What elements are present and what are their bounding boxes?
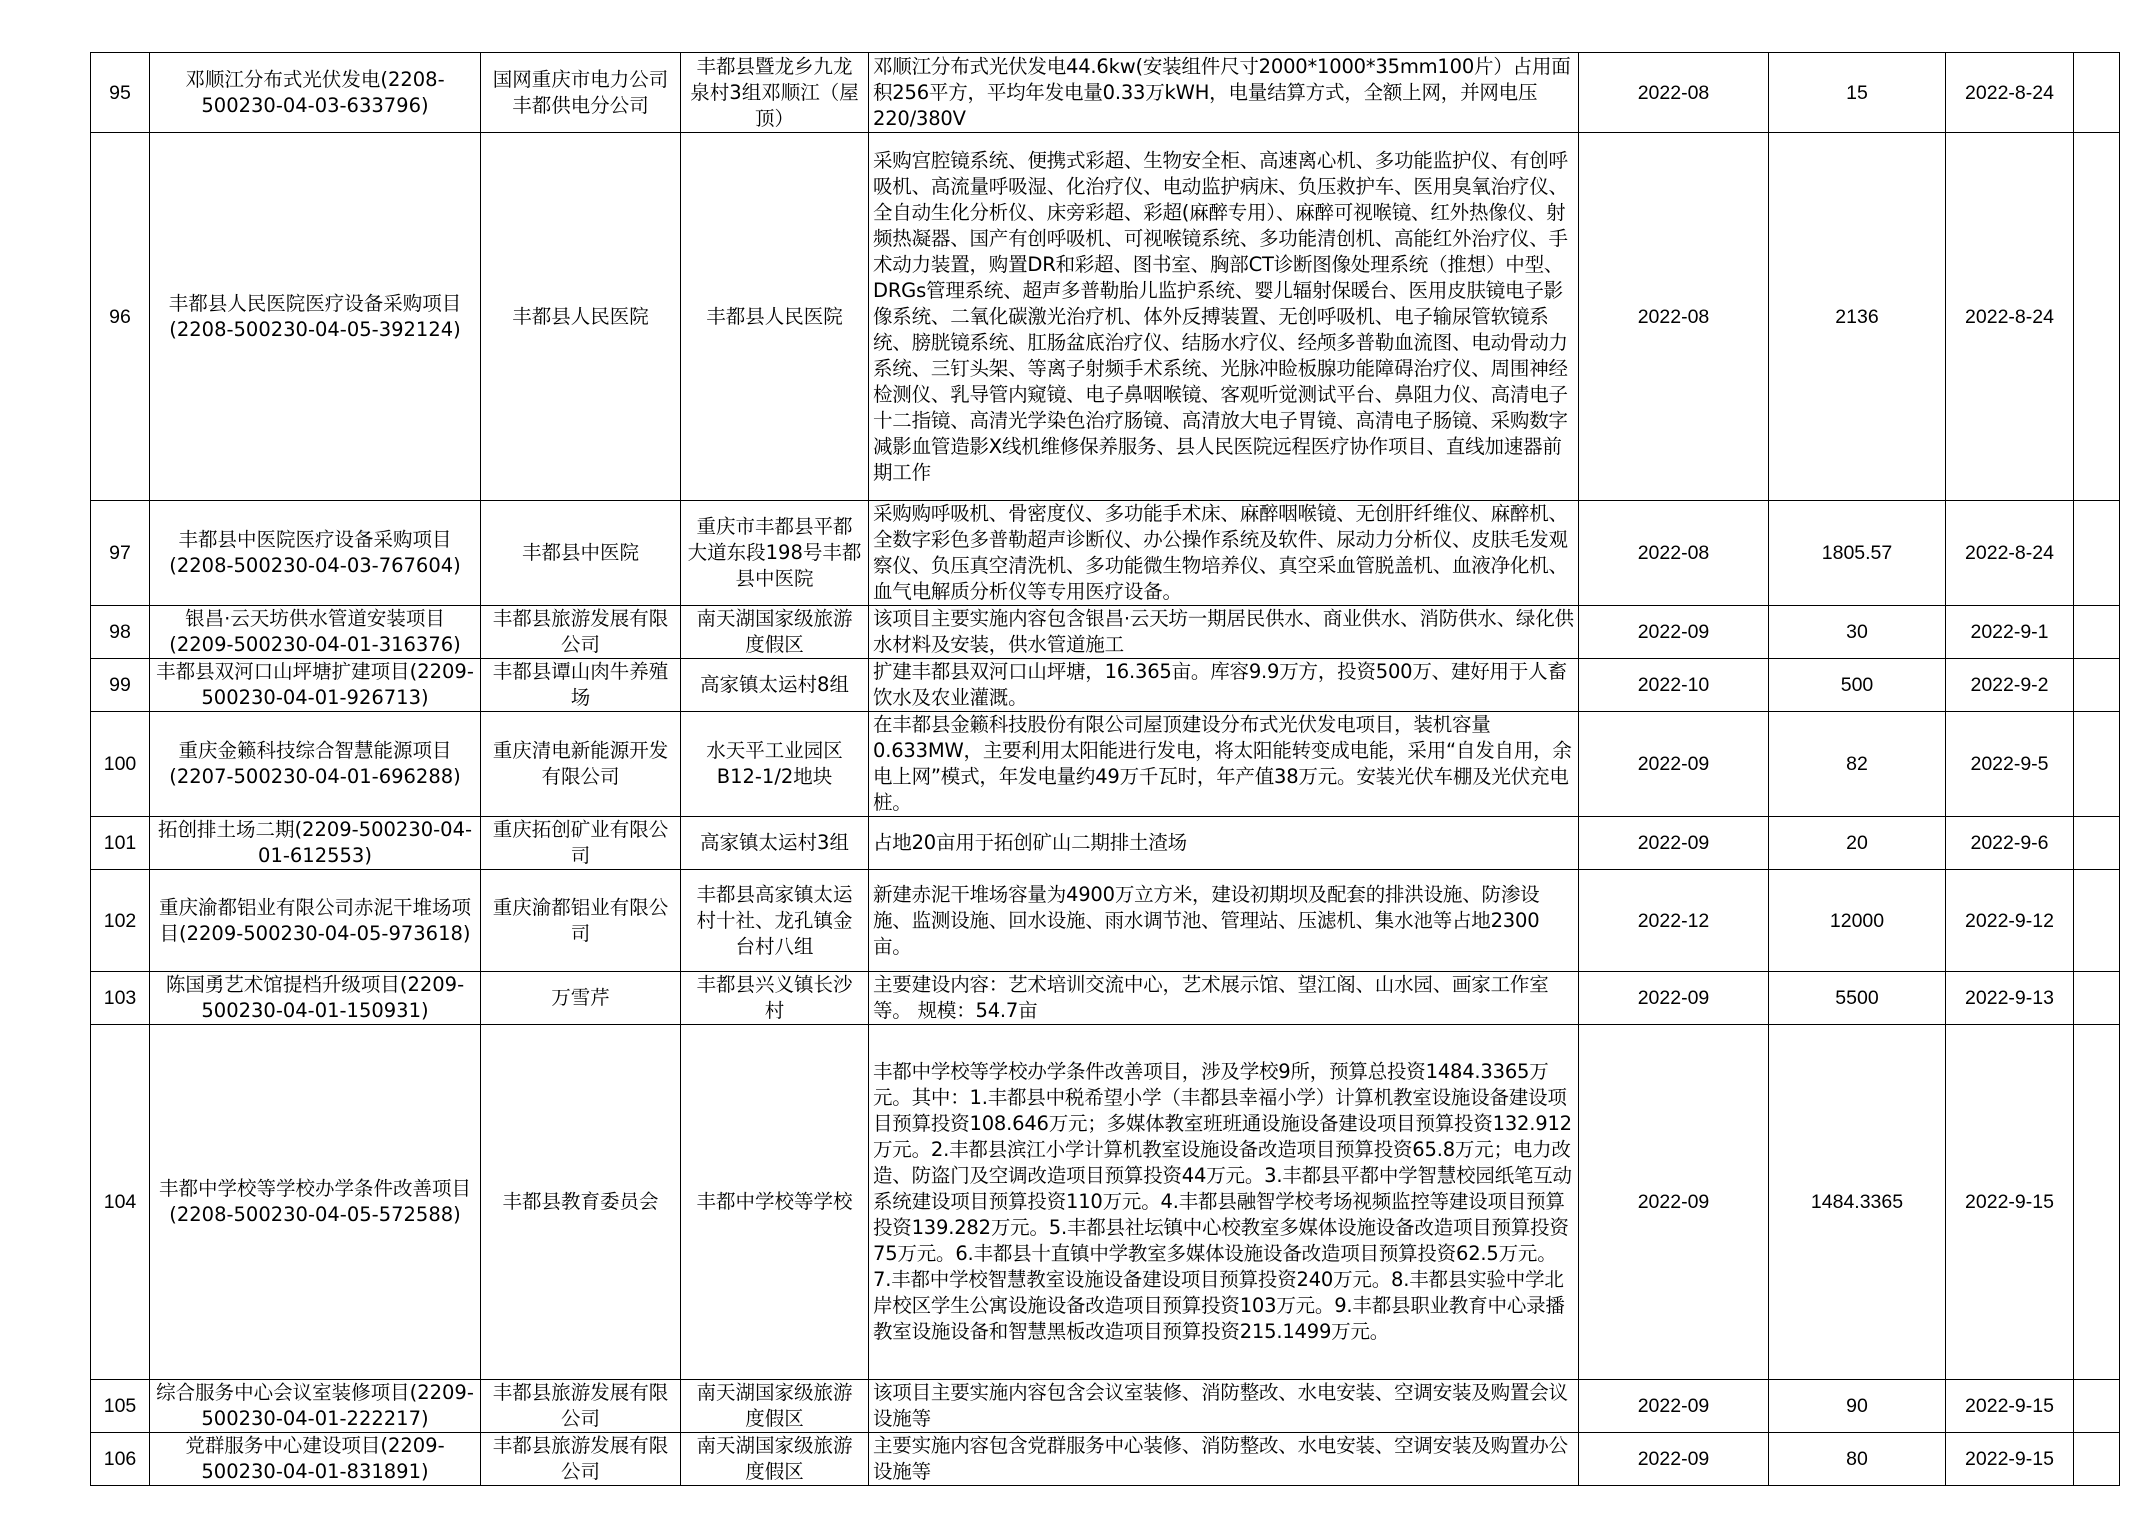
project-name: 银昌·云天坊供水管道安装项目(2209-500230-04-01-316376) [150,606,481,659]
project-name: 丰都中学校等学校办学条件改善项目(2208-500230-04-05-572588) [150,1025,481,1380]
start-month: 2022-10 [1579,659,1769,712]
investment-amount: 15 [1769,53,1946,133]
start-month: 2022-09 [1579,1433,1769,1486]
project-name: 党群服务中心建设项目(2209-500230-04-01-831891) [150,1433,481,1486]
table-row [91,53,2120,133]
filing-date: 2022-9-15 [1946,1380,2074,1433]
project-location: 高家镇太运村3组 [681,817,869,870]
filing-date: 2022-9-1 [1946,606,2074,659]
project-content: 占地20亩用于拓创矿山二期排土渣场 [869,817,1579,870]
table-row [91,1380,2120,1433]
remark [2074,712,2120,817]
project-location: 丰都县暨龙乡九龙泉村3组邓顺江（屋顶） [681,53,869,133]
table-row [91,870,2120,972]
row-number: 100 [91,712,150,817]
remark [2074,501,2120,606]
project-name: 丰都县人民医院医疗设备采购项目(2208-500230-04-05-392124) [150,133,481,501]
project-location: 丰都县兴义镇长沙村 [681,972,869,1025]
project-content: 新建赤泥干堆场容量为4900万立方米，建设初期坝及配套的排洪设施、防渗设施、监测设施、回水设施、雨水调节池、管理站、压滤机、集水池等占地2300亩。 [869,870,1579,972]
start-month: 2022-09 [1579,1025,1769,1380]
filing-date: 2022-9-6 [1946,817,2074,870]
filing-date: 2022-9-12 [1946,870,2074,972]
project-content: 主要实施内容包含党群服务中心装修、消防整改、水电安装、空调安装及购置办公设施等 [869,1433,1579,1486]
project-name: 重庆渝都铝业有限公司赤泥干堆场项目(2209-500230-04-05-973618) [150,870,481,972]
project-name: 邓顺江分布式光伏发电(2208-500230-04-03-633796) [150,53,481,133]
project-content: 丰都中学校等学校办学条件改善项目，涉及学校9所，预算总投资1484.3365万元。其中：1.丰都县中税希望小学（丰都县幸福小学）计算机教室设施设备建设项目预算投资108.646万元；多媒体教室班班通设施设备建设项目预算投资132.912万元。2.丰都县滨江小学计算机教室设施设备改造项目预算投资65.8万元；电力改造、防盗门及空调改造项目预算投资44万元。3.丰都县平都中学智慧校园纸笔互动系统建设项目预算投资110万元。4.丰都县融智学校考场视频监控等建设项目预算投资139.282万元。5.丰都县社坛镇中心校教室多媒体设施设备改造项目预算投资75万元。6.丰都县十直镇中学教室多媒体设施设备改造项目预算投资62.5万元。7.丰都中学校智慧教室设施设备建设项目预算投资240万元。8.丰都县实验中学北岸校区学生公寓设施设备改造项目预算投资103万元。9.丰都县职业教育中心录播教室设施设备和智慧黑板改造项目预算投资215.1499万元。 [869,1025,1579,1380]
start-month: 2022-08 [1579,501,1769,606]
filing-date: 2022-8-24 [1946,53,2074,133]
investment-amount: 2136 [1769,133,1946,501]
project-content: 该项目主要实施内容包含银昌·云天坊一期居民供水、商业供水、消防供水、绿化供水材料及安装，供水管道施工 [869,606,1579,659]
project-location: 丰都县高家镇太运村十社、龙孔镇金台村八组 [681,870,869,972]
remark [2074,133,2120,501]
project-content: 采购宫腔镜系统、便携式彩超、生物安全柜、高速离心机、多功能监护仪、有创呼吸机、高流量呼吸湿、化治疗仪、电动监护病床、负压救护车、医用臭氧治疗仪、全自动生化分析仪、床旁彩超、彩超(麻醉专用）、麻醉可视喉镜、红外热像仪、射频热凝器、国产有创呼吸机、可视喉镜系统、多功能清创机、高能红外治疗仪、手术动力装置，购置DR和彩超、图书室、胸部CT诊断图像处理系统（推想）中型、DRGs管理系统、超声多普勒胎儿监护系统、婴儿辐射保暖台、医用皮肤镜电子影像系统、二氧化碳激光治疗机、体外反搏装置、无创呼吸机、电子输尿管软镜系统、膀胱镜系统、肛肠盆底治疗仪、结肠水疗仪、经颅多普勒血流图、电动骨动力系统、三钉头架、等离子射频手术系统、光脉冲睑板腺功能障碍治疗仪、周围神经检测仪、乳导管内窥镜、电子鼻咽喉镜、客观听觉测试平台、鼻阻力仪、高清电子十二指镜、高清光学染色治疗肠镜、高清放大电子胃镜、高清电子肠镜、采购数字减影血管造影X线机维修保养服务、县人民医院远程医疗协作项目、直线加速器前期工作 [869,133,1579,501]
start-month: 2022-08 [1579,53,1769,133]
project-name: 丰都县双河口山坪塘扩建项目(2209-500230-04-01-926713) [150,659,481,712]
table-row [91,133,2120,501]
row-number: 97 [91,501,150,606]
remark [2074,817,2120,870]
start-month: 2022-09 [1579,712,1769,817]
filing-date: 2022-9-13 [1946,972,2074,1025]
row-number: 104 [91,1025,150,1380]
table-row [91,1433,2120,1486]
remark [2074,659,2120,712]
remark [2074,1380,2120,1433]
project-content: 主要建设内容：艺术培训交流中心，艺术展示馆、望江阁、山水园、画家工作室等。 规模：54.7亩 [869,972,1579,1025]
project-location: 高家镇太运村8组 [681,659,869,712]
row-number: 95 [91,53,150,133]
project-location: 丰都县人民医院 [681,133,869,501]
project-content: 邓顺江分布式光伏发电44.6kw(安装组件尺寸2000*1000*35mm100片）占用面积256平方，平均年发电量0.33万kWH，电量结算方式，全额上网，并网电压220/380V [869,53,1579,133]
investment-amount: 500 [1769,659,1946,712]
project-name: 丰都县中医院医疗设备采购项目(2208-500230-04-03-767604) [150,501,481,606]
project-location: 水天平工业园区B12-1/2地块 [681,712,869,817]
investment-amount: 82 [1769,712,1946,817]
table-row [91,606,2120,659]
table-row [91,1025,2120,1380]
project-location: 南天湖国家级旅游度假区 [681,1380,869,1433]
project-content: 采购购呼吸机、骨密度仪、多功能手术床、麻醉咽喉镜、无创肝纤维仪、麻醉机、全数字彩色多普勒超声诊断仪、办公操作系统及软件、尿动力分析仪、皮肤毛发观察仪、负压真空清洗机、多功能微生物培养仪、真空采血管脱盖机、血液净化机、血气电解质分析仪等专用医疗设备。 [869,501,1579,606]
project-owner: 丰都县旅游发展有限公司 [481,606,681,659]
start-month: 2022-09 [1579,817,1769,870]
investment-amount: 1484.3365 [1769,1025,1946,1380]
project-owner: 重庆清电新能源开发有限公司 [481,712,681,817]
project-owner: 丰都县教育委员会 [481,1025,681,1380]
project-owner: 丰都县旅游发展有限公司 [481,1380,681,1433]
filing-date: 2022-9-15 [1946,1025,2074,1380]
remark [2074,870,2120,972]
table-row [91,972,2120,1025]
project-name: 综合服务中心会议室装修项目(2209-500230-04-01-222217) [150,1380,481,1433]
project-owner: 丰都县中医院 [481,501,681,606]
project-owner: 国网重庆市电力公司丰都供电分公司 [481,53,681,133]
table-row [91,659,2120,712]
project-owner: 重庆渝都铝业有限公司 [481,870,681,972]
project-name: 重庆金籁科技综合智慧能源项目(2207-500230-04-01-696288) [150,712,481,817]
row-number: 98 [91,606,150,659]
filing-date: 2022-8-24 [1946,501,2074,606]
table-row [91,817,2120,870]
investment-amount: 80 [1769,1433,1946,1486]
project-location: 重庆市丰都县平都大道东段198号丰都县中医院 [681,501,869,606]
start-month: 2022-12 [1579,870,1769,972]
project-owner: 丰都县人民医院 [481,133,681,501]
investment-amount: 30 [1769,606,1946,659]
row-number: 96 [91,133,150,501]
start-month: 2022-09 [1579,972,1769,1025]
start-month: 2022-09 [1579,606,1769,659]
project-location: 丰都中学校等学校 [681,1025,869,1380]
filing-date: 2022-9-5 [1946,712,2074,817]
row-number: 103 [91,972,150,1025]
project-owner: 丰都县谭山肉牛养殖场 [481,659,681,712]
project-name: 拓创排土场二期(2209-500230-04-01-612553) [150,817,481,870]
row-number: 106 [91,1433,150,1486]
table-row [91,712,2120,817]
remark [2074,972,2120,1025]
project-location: 南天湖国家级旅游度假区 [681,606,869,659]
remark [2074,1025,2120,1380]
filing-date: 2022-9-15 [1946,1433,2074,1486]
project-table [90,52,2120,1486]
investment-amount: 90 [1769,1380,1946,1433]
remark [2074,606,2120,659]
start-month: 2022-08 [1579,133,1769,501]
row-number: 102 [91,870,150,972]
row-number: 105 [91,1380,150,1433]
row-number: 101 [91,817,150,870]
investment-amount: 1805.57 [1769,501,1946,606]
project-owner: 万雪芹 [481,972,681,1025]
project-name: 陈国勇艺术馆提档升级项目(2209-500230-04-01-150931) [150,972,481,1025]
filing-date: 2022-9-2 [1946,659,2074,712]
remark [2074,1433,2120,1486]
filing-date: 2022-8-24 [1946,133,2074,501]
investment-amount: 12000 [1769,870,1946,972]
investment-amount: 5500 [1769,972,1946,1025]
project-content: 该项目主要实施内容包含会议室装修、消防整改、水电安装、空调安装及购置会议设施等 [869,1380,1579,1433]
table-row [91,501,2120,606]
remark [2074,53,2120,133]
investment-amount: 20 [1769,817,1946,870]
project-owner: 丰都县旅游发展有限公司 [481,1433,681,1486]
row-number: 99 [91,659,150,712]
project-location: 南天湖国家级旅游度假区 [681,1433,869,1486]
project-content: 扩建丰都县双河口山坪塘，16.365亩。库容9.9万方，投资500万、建好用于人畜饮水及农业灌溉。 [869,659,1579,712]
project-content: 在丰都县金籁科技股份有限公司屋顶建设分布式光伏发电项目，装机容量0.633MW，主要利用太阳能进行发电，将太阳能转变成电能，采用“自发自用，余电上网”模式，年发电量约49万千瓦时，年产值38万元。安装光伏车棚及光伏充电桩。 [869,712,1579,817]
project-owner: 重庆拓创矿业有限公司 [481,817,681,870]
start-month: 2022-09 [1579,1380,1769,1433]
